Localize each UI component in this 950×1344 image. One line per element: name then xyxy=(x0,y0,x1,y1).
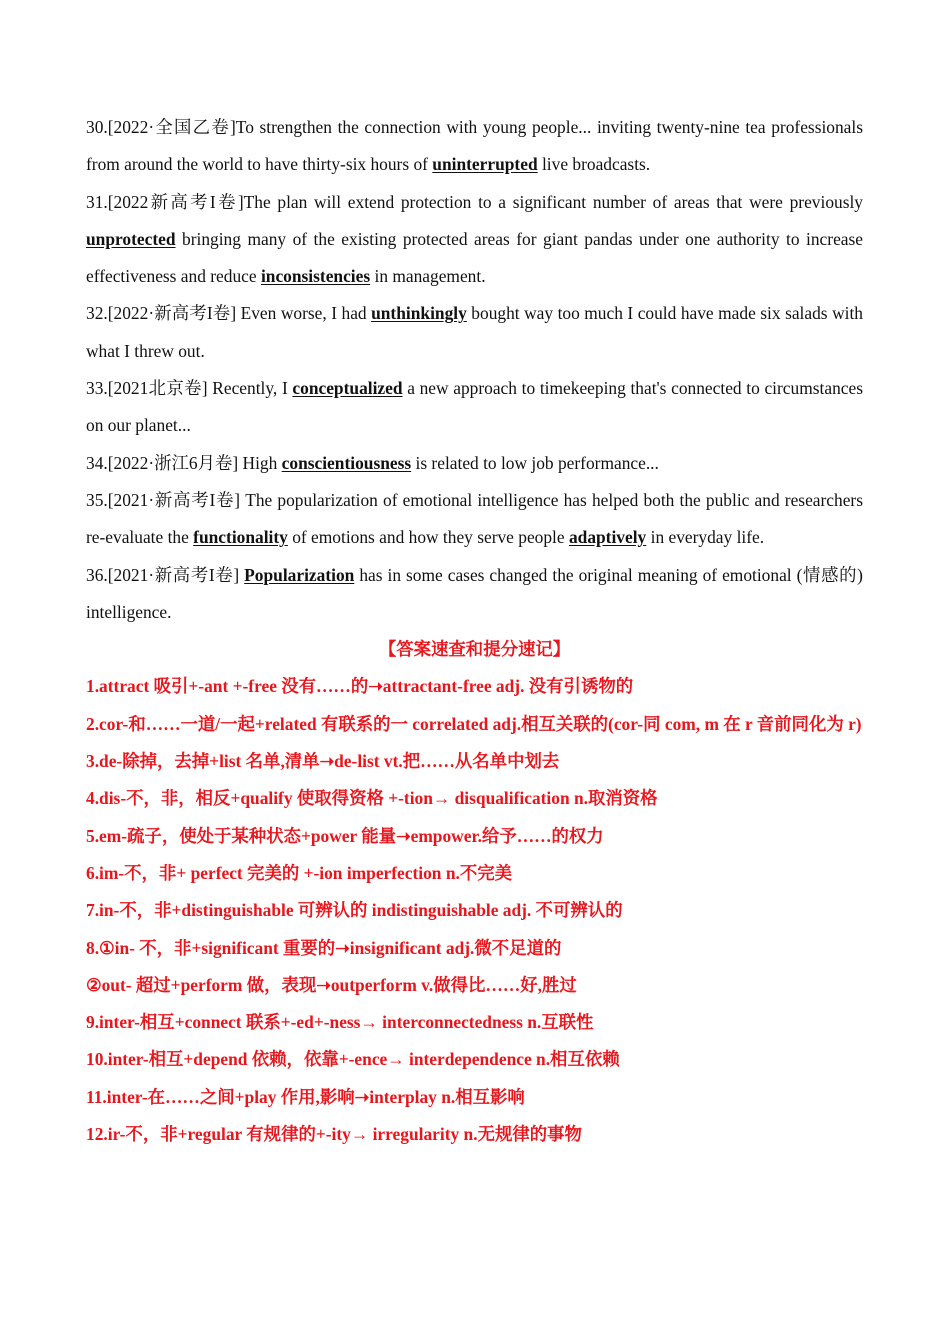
sentence-text: a new approach to timekeeping that's connected to circumstances on our planet... xyxy=(86,378,863,436)
key-word: unprotected xyxy=(86,228,176,249)
sentence-source: [2021·新高考I卷] xyxy=(107,489,241,510)
content-area xyxy=(86,109,863,1153)
sentence-30 xyxy=(86,109,863,184)
answer-line-6: 6.im-不，非+ perfect 完美的 +-ion imperfection n.不完美 xyxy=(86,862,513,883)
sentence-36 xyxy=(86,557,863,632)
sentence-text: bought way too much I could have made six salads with what I threw out. xyxy=(86,303,863,361)
sentence-text: in everyday life. xyxy=(646,527,765,548)
sentence-text: of emotions and how they serve people xyxy=(287,527,569,548)
sentence-text: Even worse, I had xyxy=(236,303,372,324)
sentence-source: [2022新高考I卷] xyxy=(107,191,244,212)
sentence-number: 32. xyxy=(86,303,108,324)
key-word: conceptualized xyxy=(292,378,403,399)
sentence-text: Recently, I xyxy=(207,378,293,399)
sentence-source: [2022·新高考I卷] xyxy=(107,303,237,324)
sentence-number: 31. xyxy=(86,191,108,212)
sentence-text: The plan will extend protection to a significant number of areas that were previously xyxy=(243,191,863,212)
sentence-source: [2021北京卷] xyxy=(107,378,208,399)
answer-line-12: 12.ir-不，非+regular 有规律的+-ity→ irregularity n.无规律的事物 xyxy=(86,1124,582,1145)
sentence-number: 36. xyxy=(86,564,108,585)
sentence-text: has in some cases changed the original meaning of emotional (情感的) intelligence. xyxy=(86,564,863,622)
key-word: Popularization xyxy=(244,564,355,585)
key-word: uninterrupted xyxy=(432,154,538,175)
answer-line-2: 2.cor-和……一道/一起+related 有联系的一 correlated adj.相互关联的(cor-同 com, m 在 r 音前同化为 r) xyxy=(86,713,862,734)
sentence-source: [2022·浙江6月卷] xyxy=(107,452,239,473)
key-word: adaptively xyxy=(568,527,647,548)
sentence-text: live broadcasts. xyxy=(537,154,651,175)
key-word: functionality xyxy=(193,527,288,548)
answer-line-7: 7.in-不，非+distinguishable 可辨认的 indistinguishable adj. 不可辨认的 xyxy=(86,900,623,921)
sentence-35 xyxy=(86,482,863,557)
answer-section-title: 【答案速查和提分速记】 xyxy=(378,639,571,660)
sentence-number: 33. xyxy=(86,378,108,399)
answer-line-8a: 8.①in- 不，非+significant 重要的➝insignificant adj.微不足道的 xyxy=(86,937,562,958)
sentence-33 xyxy=(86,370,863,445)
key-word: conscientiousness xyxy=(281,452,412,473)
answer-line-8b: ②out- 超过+perform 做，表现➝outperform v.做得比……好,胜过 xyxy=(86,974,577,995)
sentence-text: is related to low job performance... xyxy=(411,452,659,473)
answer-line-5: 5.em-疏子，使处于某种状态+power 能量➝empower.给予……的权力 xyxy=(86,825,604,846)
sentence-source: [2022·全国乙卷] xyxy=(107,117,236,137)
sentence-text: bringing many of the existing protected areas for giant pandas under one authority to increase effectiveness and reduce xyxy=(86,228,863,287)
answer-line-9: 9.inter-相互+connect 联系+-ed+-ness→ interconnectedness n.互联性 xyxy=(86,1012,594,1033)
answer-line-4: 4.dis-不，非，相反+qualify 使取得资格 +-tion→ disqualification n.取消资格 xyxy=(86,788,658,809)
sentence-34 xyxy=(86,445,863,482)
key-word: inconsistencies xyxy=(260,266,371,287)
sentence-text: High xyxy=(238,452,282,473)
sentence-source: [2021·新高考I卷] xyxy=(107,564,240,585)
sentence-number: 35. xyxy=(86,489,108,510)
sentence-31 xyxy=(86,184,863,296)
sentence-text: To strengthen the connection with young people... inviting twenty-nine tea professionals from around the world to have thirty-six hours of xyxy=(86,117,863,175)
answer-line-10: 10.inter-相互+depend 依赖，依靠+-ence→ interdependence n.相互依赖 xyxy=(86,1049,620,1070)
answer-line-11: 11.inter-在……之间+play 作用,影响➝interplay n.相互影响 xyxy=(86,1086,525,1107)
answer-line-1: 1.attract 吸引+-ant +-free 没有……的➝attractant-free adj. 没有引诱物的 xyxy=(86,676,634,697)
key-word: unthinkingly xyxy=(371,303,467,324)
sentence-text: The popularization of emotional intelligence has helped both the public and researchers re-evaluate the xyxy=(86,489,863,548)
sentence-number: 34. xyxy=(86,452,108,473)
sentence-text: in management. xyxy=(370,266,486,287)
sentence-number: 30. xyxy=(86,117,108,137)
answer-line-3: 3.de-除掉，去掉+list 名单,清单➝de-list vt.把……从名单中划去 xyxy=(86,751,560,772)
sentence-32 xyxy=(86,295,863,370)
